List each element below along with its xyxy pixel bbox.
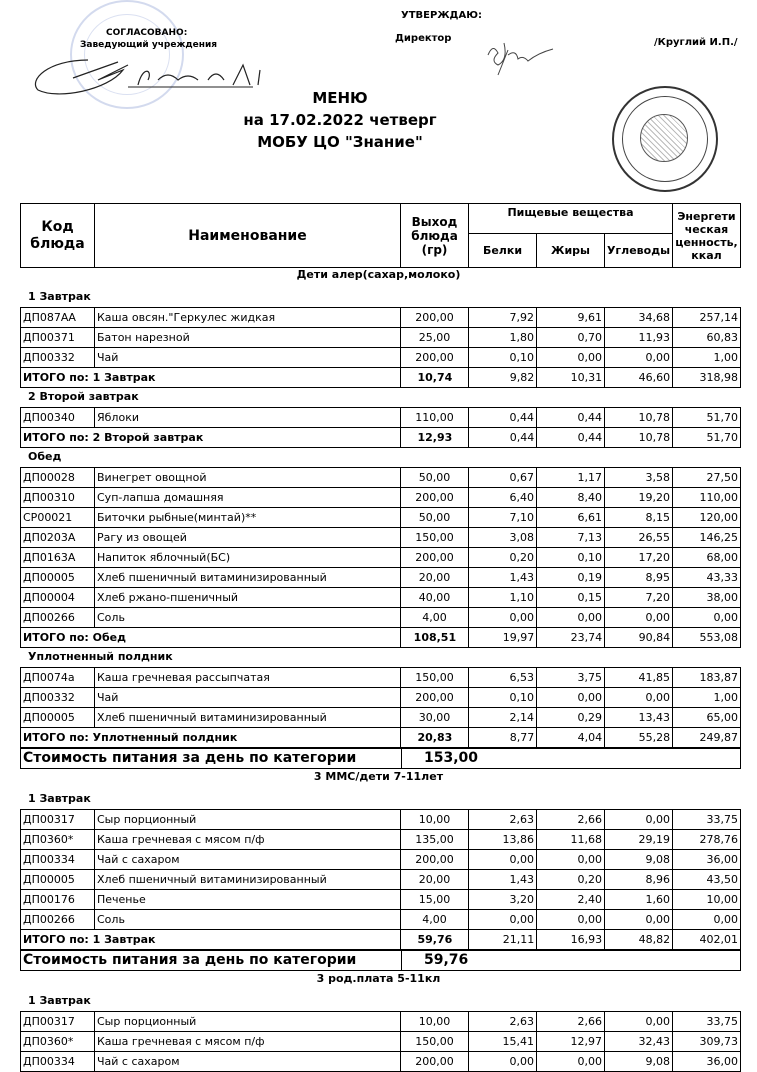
dish-name: Чай bbox=[94, 347, 401, 368]
dish-name: Хлеб пшеничный витаминизированный bbox=[94, 567, 401, 588]
dish-fat: 0,00 bbox=[536, 607, 605, 628]
dish-yield: 150,00 bbox=[400, 527, 469, 548]
table-row bbox=[20, 508, 741, 528]
dish-protein: 0,00 bbox=[468, 909, 537, 930]
dish-protein: 3,08 bbox=[468, 527, 537, 548]
organization-name: МОБУ ЦО "Знание" bbox=[257, 133, 423, 151]
dish-energy: 110,00 bbox=[672, 487, 741, 508]
meal-title: Уплотненный полдник bbox=[28, 650, 173, 663]
dish-carbs: 34,68 bbox=[604, 307, 673, 328]
table-row bbox=[20, 328, 741, 348]
director-name: /Круглий И.П./ bbox=[654, 37, 738, 48]
dish-protein: 0,20 bbox=[468, 547, 537, 568]
dish-code: ДП00176 bbox=[20, 889, 95, 910]
dish-carbs: 17,20 bbox=[604, 547, 673, 568]
dish-yield: 10,00 bbox=[400, 809, 469, 830]
dish-protein: 0,67 bbox=[468, 467, 537, 488]
dish-yield: 25,00 bbox=[400, 327, 469, 348]
dish-carbs: 29,19 bbox=[604, 829, 673, 850]
dish-carbs: 0,00 bbox=[604, 687, 673, 708]
dish-fat: 0,00 bbox=[536, 849, 605, 870]
dish-energy: 38,00 bbox=[672, 587, 741, 608]
total-protein: 21,11 bbox=[468, 929, 537, 950]
official-seal-icon bbox=[612, 86, 718, 192]
dish-carbs: 32,43 bbox=[604, 1031, 673, 1052]
dish-carbs: 0,00 bbox=[604, 347, 673, 368]
meal-title: 1 Завтрак bbox=[28, 792, 91, 805]
dish-code: ДП087АА bbox=[20, 307, 95, 328]
col-carbs-header: Углеводы bbox=[605, 234, 673, 268]
dish-name: Сыр порционный bbox=[94, 809, 401, 830]
total-yield: 59,76 bbox=[400, 929, 469, 950]
table-row bbox=[20, 810, 741, 830]
dish-code: ДП00332 bbox=[20, 347, 95, 368]
table-row bbox=[20, 608, 741, 628]
dish-carbs: 0,00 bbox=[604, 809, 673, 830]
dish-carbs: 3,58 bbox=[604, 467, 673, 488]
dish-protein: 6,40 bbox=[468, 487, 537, 508]
total-protein: 9,82 bbox=[468, 367, 537, 388]
dish-yield: 50,00 bbox=[400, 467, 469, 488]
dish-fat: 2,66 bbox=[536, 1011, 605, 1032]
col-name-header: Наименование bbox=[95, 204, 401, 268]
dish-yield: 20,00 bbox=[400, 567, 469, 588]
daily-cost-value: 59,76 bbox=[401, 950, 741, 971]
dish-fat: 0,20 bbox=[536, 869, 605, 890]
dish-name: Суп-лапша домашняя bbox=[94, 487, 401, 508]
dish-energy: 51,70 bbox=[672, 407, 741, 428]
meal-title: 1 Завтрак bbox=[28, 290, 91, 303]
dish-code: ДП00266 bbox=[20, 909, 95, 930]
dish-yield: 200,00 bbox=[400, 487, 469, 508]
dish-protein: 15,41 bbox=[468, 1031, 537, 1052]
confirm-role: Директор bbox=[395, 33, 452, 44]
total-carbs: 46,60 bbox=[604, 367, 673, 388]
dish-fat: 7,13 bbox=[536, 527, 605, 548]
dish-protein: 1,10 bbox=[468, 587, 537, 608]
dish-energy: 36,00 bbox=[672, 1051, 741, 1072]
dish-protein: 0,10 bbox=[468, 687, 537, 708]
dish-name: Соль bbox=[94, 607, 401, 628]
table-row bbox=[20, 408, 741, 428]
dish-name: Печенье bbox=[94, 889, 401, 910]
dish-protein: 0,10 bbox=[468, 347, 537, 368]
dish-name: Сыр порционный bbox=[94, 1011, 401, 1032]
table-row bbox=[20, 688, 741, 708]
dish-carbs: 26,55 bbox=[604, 527, 673, 548]
daily-cost-label: Стоимость питания за день по категории bbox=[20, 748, 402, 769]
total-label: ИТОГО по: 2 Второй завтрак bbox=[20, 427, 401, 448]
dish-fat: 11,68 bbox=[536, 829, 605, 850]
total-energy: 402,01 bbox=[672, 929, 741, 950]
dish-energy: 146,25 bbox=[672, 527, 741, 548]
dish-protein: 0,00 bbox=[468, 607, 537, 628]
dish-name: Каша гречневая с мясом п/ф bbox=[94, 1031, 401, 1052]
dish-energy: 60,83 bbox=[672, 327, 741, 348]
dish-yield: 150,00 bbox=[400, 667, 469, 688]
daily-cost-row bbox=[20, 950, 741, 970]
dish-protein: 3,20 bbox=[468, 889, 537, 910]
director-signature-icon bbox=[478, 35, 568, 90]
total-energy: 553,08 bbox=[672, 627, 741, 648]
daily-cost-value: 153,00 bbox=[401, 748, 741, 769]
dish-code: ДП0360* bbox=[20, 1031, 95, 1052]
table-row bbox=[20, 548, 741, 568]
meal-title: Обед bbox=[28, 450, 62, 463]
dish-energy: 33,75 bbox=[672, 809, 741, 830]
table-row bbox=[20, 568, 741, 588]
table-row bbox=[20, 488, 741, 508]
dish-yield: 200,00 bbox=[400, 1051, 469, 1072]
dish-protein: 0,44 bbox=[468, 407, 537, 428]
total-carbs: 10,78 bbox=[604, 427, 673, 448]
dish-energy: 27,50 bbox=[672, 467, 741, 488]
dish-yield: 20,00 bbox=[400, 869, 469, 890]
dish-yield: 200,00 bbox=[400, 849, 469, 870]
dish-fat: 0,29 bbox=[536, 707, 605, 728]
dish-energy: 43,33 bbox=[672, 567, 741, 588]
dish-code: ДП00332 bbox=[20, 687, 95, 708]
total-row bbox=[20, 368, 741, 388]
dish-code: ДП00334 bbox=[20, 1051, 95, 1072]
dish-fat: 0,19 bbox=[536, 567, 605, 588]
dish-carbs: 0,00 bbox=[604, 607, 673, 628]
dish-name: Каша гречневая с мясом п/ф bbox=[94, 829, 401, 850]
col-fat-header: Жиры bbox=[537, 234, 605, 268]
dish-carbs: 10,78 bbox=[604, 407, 673, 428]
total-yield: 20,83 bbox=[400, 727, 469, 748]
total-carbs: 55,28 bbox=[604, 727, 673, 748]
dish-fat: 6,61 bbox=[536, 507, 605, 528]
dish-yield: 15,00 bbox=[400, 889, 469, 910]
dish-name: Яблоки bbox=[94, 407, 401, 428]
total-carbs: 48,82 bbox=[604, 929, 673, 950]
table-row bbox=[20, 668, 741, 688]
table-row bbox=[20, 468, 741, 488]
total-yield: 10,74 bbox=[400, 367, 469, 388]
total-yield: 12,93 bbox=[400, 427, 469, 448]
total-carbs: 90,84 bbox=[604, 627, 673, 648]
total-energy: 318,98 bbox=[672, 367, 741, 388]
dish-code: ДП00371 bbox=[20, 327, 95, 348]
dish-name: Каша овсян."Геркулес жидкая bbox=[94, 307, 401, 328]
dish-carbs: 0,00 bbox=[604, 909, 673, 930]
dish-yield: 200,00 bbox=[400, 347, 469, 368]
dish-carbs: 11,93 bbox=[604, 327, 673, 348]
meal-title: 2 Второй завтрак bbox=[28, 390, 139, 403]
dish-code: ДП00334 bbox=[20, 849, 95, 870]
approved-role: Заведующий учреждения bbox=[80, 40, 218, 50]
dish-protein: 6,53 bbox=[468, 667, 537, 688]
dish-yield: 30,00 bbox=[400, 707, 469, 728]
dish-energy: 43,50 bbox=[672, 869, 741, 890]
dish-code: ДП00005 bbox=[20, 567, 95, 588]
dish-name: Хлеб пшеничный витаминизированный bbox=[94, 707, 401, 728]
dish-yield: 200,00 bbox=[400, 547, 469, 568]
dish-protein: 7,10 bbox=[468, 507, 537, 528]
dish-protein: 2,14 bbox=[468, 707, 537, 728]
dish-yield: 50,00 bbox=[400, 507, 469, 528]
dish-name: Рагу из овощей bbox=[94, 527, 401, 548]
dish-carbs: 7,20 bbox=[604, 587, 673, 608]
dish-energy: 257,14 bbox=[672, 307, 741, 328]
total-row bbox=[20, 428, 741, 448]
daily-cost-row bbox=[20, 748, 741, 768]
dish-yield: 10,00 bbox=[400, 1011, 469, 1032]
dish-code: ДП00028 bbox=[20, 467, 95, 488]
dish-carbs: 9,08 bbox=[604, 1051, 673, 1072]
dish-protein: 1,43 bbox=[468, 869, 537, 890]
dish-energy: 183,87 bbox=[672, 667, 741, 688]
dish-fat: 8,40 bbox=[536, 487, 605, 508]
dish-energy: 0,00 bbox=[672, 909, 741, 930]
dish-fat: 0,00 bbox=[536, 909, 605, 930]
total-label: ИТОГО по: 1 Завтрак bbox=[20, 367, 401, 388]
dish-carbs: 1,60 bbox=[604, 889, 673, 910]
table-row bbox=[20, 708, 741, 728]
total-fat: 23,74 bbox=[536, 627, 605, 648]
dish-carbs: 0,00 bbox=[604, 1011, 673, 1032]
table-row bbox=[20, 348, 741, 368]
dish-energy: 278,76 bbox=[672, 829, 741, 850]
confirm-label: УТВЕРЖДАЮ: bbox=[401, 10, 482, 21]
dish-fat: 9,61 bbox=[536, 307, 605, 328]
menu-table-header bbox=[20, 203, 741, 268]
dish-name: Биточки рыбные(минтай)** bbox=[94, 507, 401, 528]
dish-yield: 150,00 bbox=[400, 1031, 469, 1052]
dish-code: ДП00004 bbox=[20, 587, 95, 608]
total-row bbox=[20, 728, 741, 748]
dish-protein: 0,00 bbox=[468, 1051, 537, 1072]
dish-protein: 2,63 bbox=[468, 1011, 537, 1032]
dish-yield: 4,00 bbox=[400, 909, 469, 930]
dish-fat: 0,00 bbox=[536, 687, 605, 708]
table-row bbox=[20, 308, 741, 328]
col-yield-header: Выход блюда (гр) bbox=[401, 204, 469, 268]
table-row bbox=[20, 870, 741, 890]
dish-name: Напиток яблочный(БС) bbox=[94, 547, 401, 568]
dish-code: ДП00340 bbox=[20, 407, 95, 428]
total-fat: 4,04 bbox=[536, 727, 605, 748]
dish-fat: 0,70 bbox=[536, 327, 605, 348]
dish-name: Хлеб пшеничный витаминизированный bbox=[94, 869, 401, 890]
dish-code: ДП00317 bbox=[20, 1011, 95, 1032]
dish-protein: 7,92 bbox=[468, 307, 537, 328]
dish-code: ДП00005 bbox=[20, 707, 95, 728]
dish-name: Каша гречневая рассыпчатая bbox=[94, 667, 401, 688]
dish-fat: 2,66 bbox=[536, 809, 605, 830]
table-row bbox=[20, 1032, 741, 1052]
col-protein-header: Белки bbox=[469, 234, 537, 268]
dish-carbs: 9,08 bbox=[604, 849, 673, 870]
document-title: МЕНЮ bbox=[312, 89, 368, 107]
col-code-header: Код блюда bbox=[21, 204, 95, 268]
category-title: 3 род.плата 5-11кл bbox=[316, 972, 441, 985]
total-label: ИТОГО по: 1 Завтрак bbox=[20, 929, 401, 950]
total-protein: 19,97 bbox=[468, 627, 537, 648]
dish-fat: 0,15 bbox=[536, 587, 605, 608]
total-row bbox=[20, 930, 741, 950]
dish-protein: 0,00 bbox=[468, 849, 537, 870]
dish-name: Батон нарезной bbox=[94, 327, 401, 348]
dish-protein: 1,43 bbox=[468, 567, 537, 588]
dish-energy: 120,00 bbox=[672, 507, 741, 528]
dish-name: Чай bbox=[94, 687, 401, 708]
dish-carbs: 8,96 bbox=[604, 869, 673, 890]
table-row bbox=[20, 850, 741, 870]
category-title: 3 ММС/дети 7-11лет bbox=[313, 770, 444, 783]
table-row bbox=[20, 528, 741, 548]
daily-cost-label: Стоимость питания за день по категории bbox=[20, 950, 402, 971]
dish-fat: 12,97 bbox=[536, 1031, 605, 1052]
menu-date: на 17.02.2022 четверг bbox=[243, 111, 437, 129]
total-yield: 108,51 bbox=[400, 627, 469, 648]
dish-fat: 0,00 bbox=[536, 1051, 605, 1072]
table-row bbox=[20, 910, 741, 930]
dish-code: ДП00005 bbox=[20, 869, 95, 890]
dish-carbs: 8,15 bbox=[604, 507, 673, 528]
col-nutrients-header: Пищевые вещества bbox=[469, 204, 673, 234]
dish-name: Чай с сахаром bbox=[94, 1051, 401, 1072]
dish-yield: 135,00 bbox=[400, 829, 469, 850]
dish-yield: 110,00 bbox=[400, 407, 469, 428]
dish-code: ДП00317 bbox=[20, 809, 95, 830]
dish-fat: 0,10 bbox=[536, 547, 605, 568]
dish-code: ДП0163А bbox=[20, 547, 95, 568]
dish-carbs: 13,43 bbox=[604, 707, 673, 728]
total-fat: 16,93 bbox=[536, 929, 605, 950]
dish-code: СР00021 bbox=[20, 507, 95, 528]
meal-title: 1 Завтрак bbox=[28, 994, 91, 1007]
dish-protein: 13,86 bbox=[468, 829, 537, 850]
dish-name: Соль bbox=[94, 909, 401, 930]
dish-protein: 2,63 bbox=[468, 809, 537, 830]
dish-energy: 1,00 bbox=[672, 687, 741, 708]
dish-yield: 4,00 bbox=[400, 607, 469, 628]
dish-fat: 2,40 bbox=[536, 889, 605, 910]
dish-fat: 0,44 bbox=[536, 407, 605, 428]
col-energy-header: Энергети ческая ценность, ккал bbox=[673, 204, 741, 268]
dish-code: ДП0074а bbox=[20, 667, 95, 688]
total-label: ИТОГО по: Уплотненный полдник bbox=[20, 727, 401, 748]
dish-energy: 33,75 bbox=[672, 1011, 741, 1032]
dish-energy: 0,00 bbox=[672, 607, 741, 628]
dish-name: Винегрет овощной bbox=[94, 467, 401, 488]
table-row bbox=[20, 890, 741, 910]
table-row bbox=[20, 1052, 741, 1072]
dish-name: Хлеб ржано-пшеничный bbox=[94, 587, 401, 608]
total-protein: 8,77 bbox=[468, 727, 537, 748]
dish-name: Чай с сахаром bbox=[94, 849, 401, 870]
dish-code: ДП0203А bbox=[20, 527, 95, 548]
dish-fat: 1,17 bbox=[536, 467, 605, 488]
dish-energy: 36,00 bbox=[672, 849, 741, 870]
dish-energy: 1,00 bbox=[672, 347, 741, 368]
dish-protein: 1,80 bbox=[468, 327, 537, 348]
approved-label: СОГЛАСОВАНО: bbox=[106, 28, 188, 38]
category-title: Дети алер(сахар,молоко) bbox=[296, 268, 461, 281]
total-fat: 10,31 bbox=[536, 367, 605, 388]
table-row bbox=[20, 588, 741, 608]
dish-carbs: 8,95 bbox=[604, 567, 673, 588]
dish-fat: 3,75 bbox=[536, 667, 605, 688]
dish-fat: 0,00 bbox=[536, 347, 605, 368]
total-energy: 51,70 bbox=[672, 427, 741, 448]
total-energy: 249,87 bbox=[672, 727, 741, 748]
dish-carbs: 41,85 bbox=[604, 667, 673, 688]
dish-energy: 68,00 bbox=[672, 547, 741, 568]
total-fat: 0,44 bbox=[536, 427, 605, 448]
table-row bbox=[20, 1012, 741, 1032]
total-row bbox=[20, 628, 741, 648]
dish-energy: 65,00 bbox=[672, 707, 741, 728]
dish-yield: 200,00 bbox=[400, 307, 469, 328]
dish-energy: 10,00 bbox=[672, 889, 741, 910]
dish-code: ДП00266 bbox=[20, 607, 95, 628]
dish-code: ДП0360* bbox=[20, 829, 95, 850]
total-label: ИТОГО по: Обед bbox=[20, 627, 401, 648]
dish-energy: 309,73 bbox=[672, 1031, 741, 1052]
total-protein: 0,44 bbox=[468, 427, 537, 448]
table-row bbox=[20, 830, 741, 850]
dish-yield: 40,00 bbox=[400, 587, 469, 608]
dish-carbs: 19,20 bbox=[604, 487, 673, 508]
dish-code: ДП00310 bbox=[20, 487, 95, 508]
dish-yield: 200,00 bbox=[400, 687, 469, 708]
